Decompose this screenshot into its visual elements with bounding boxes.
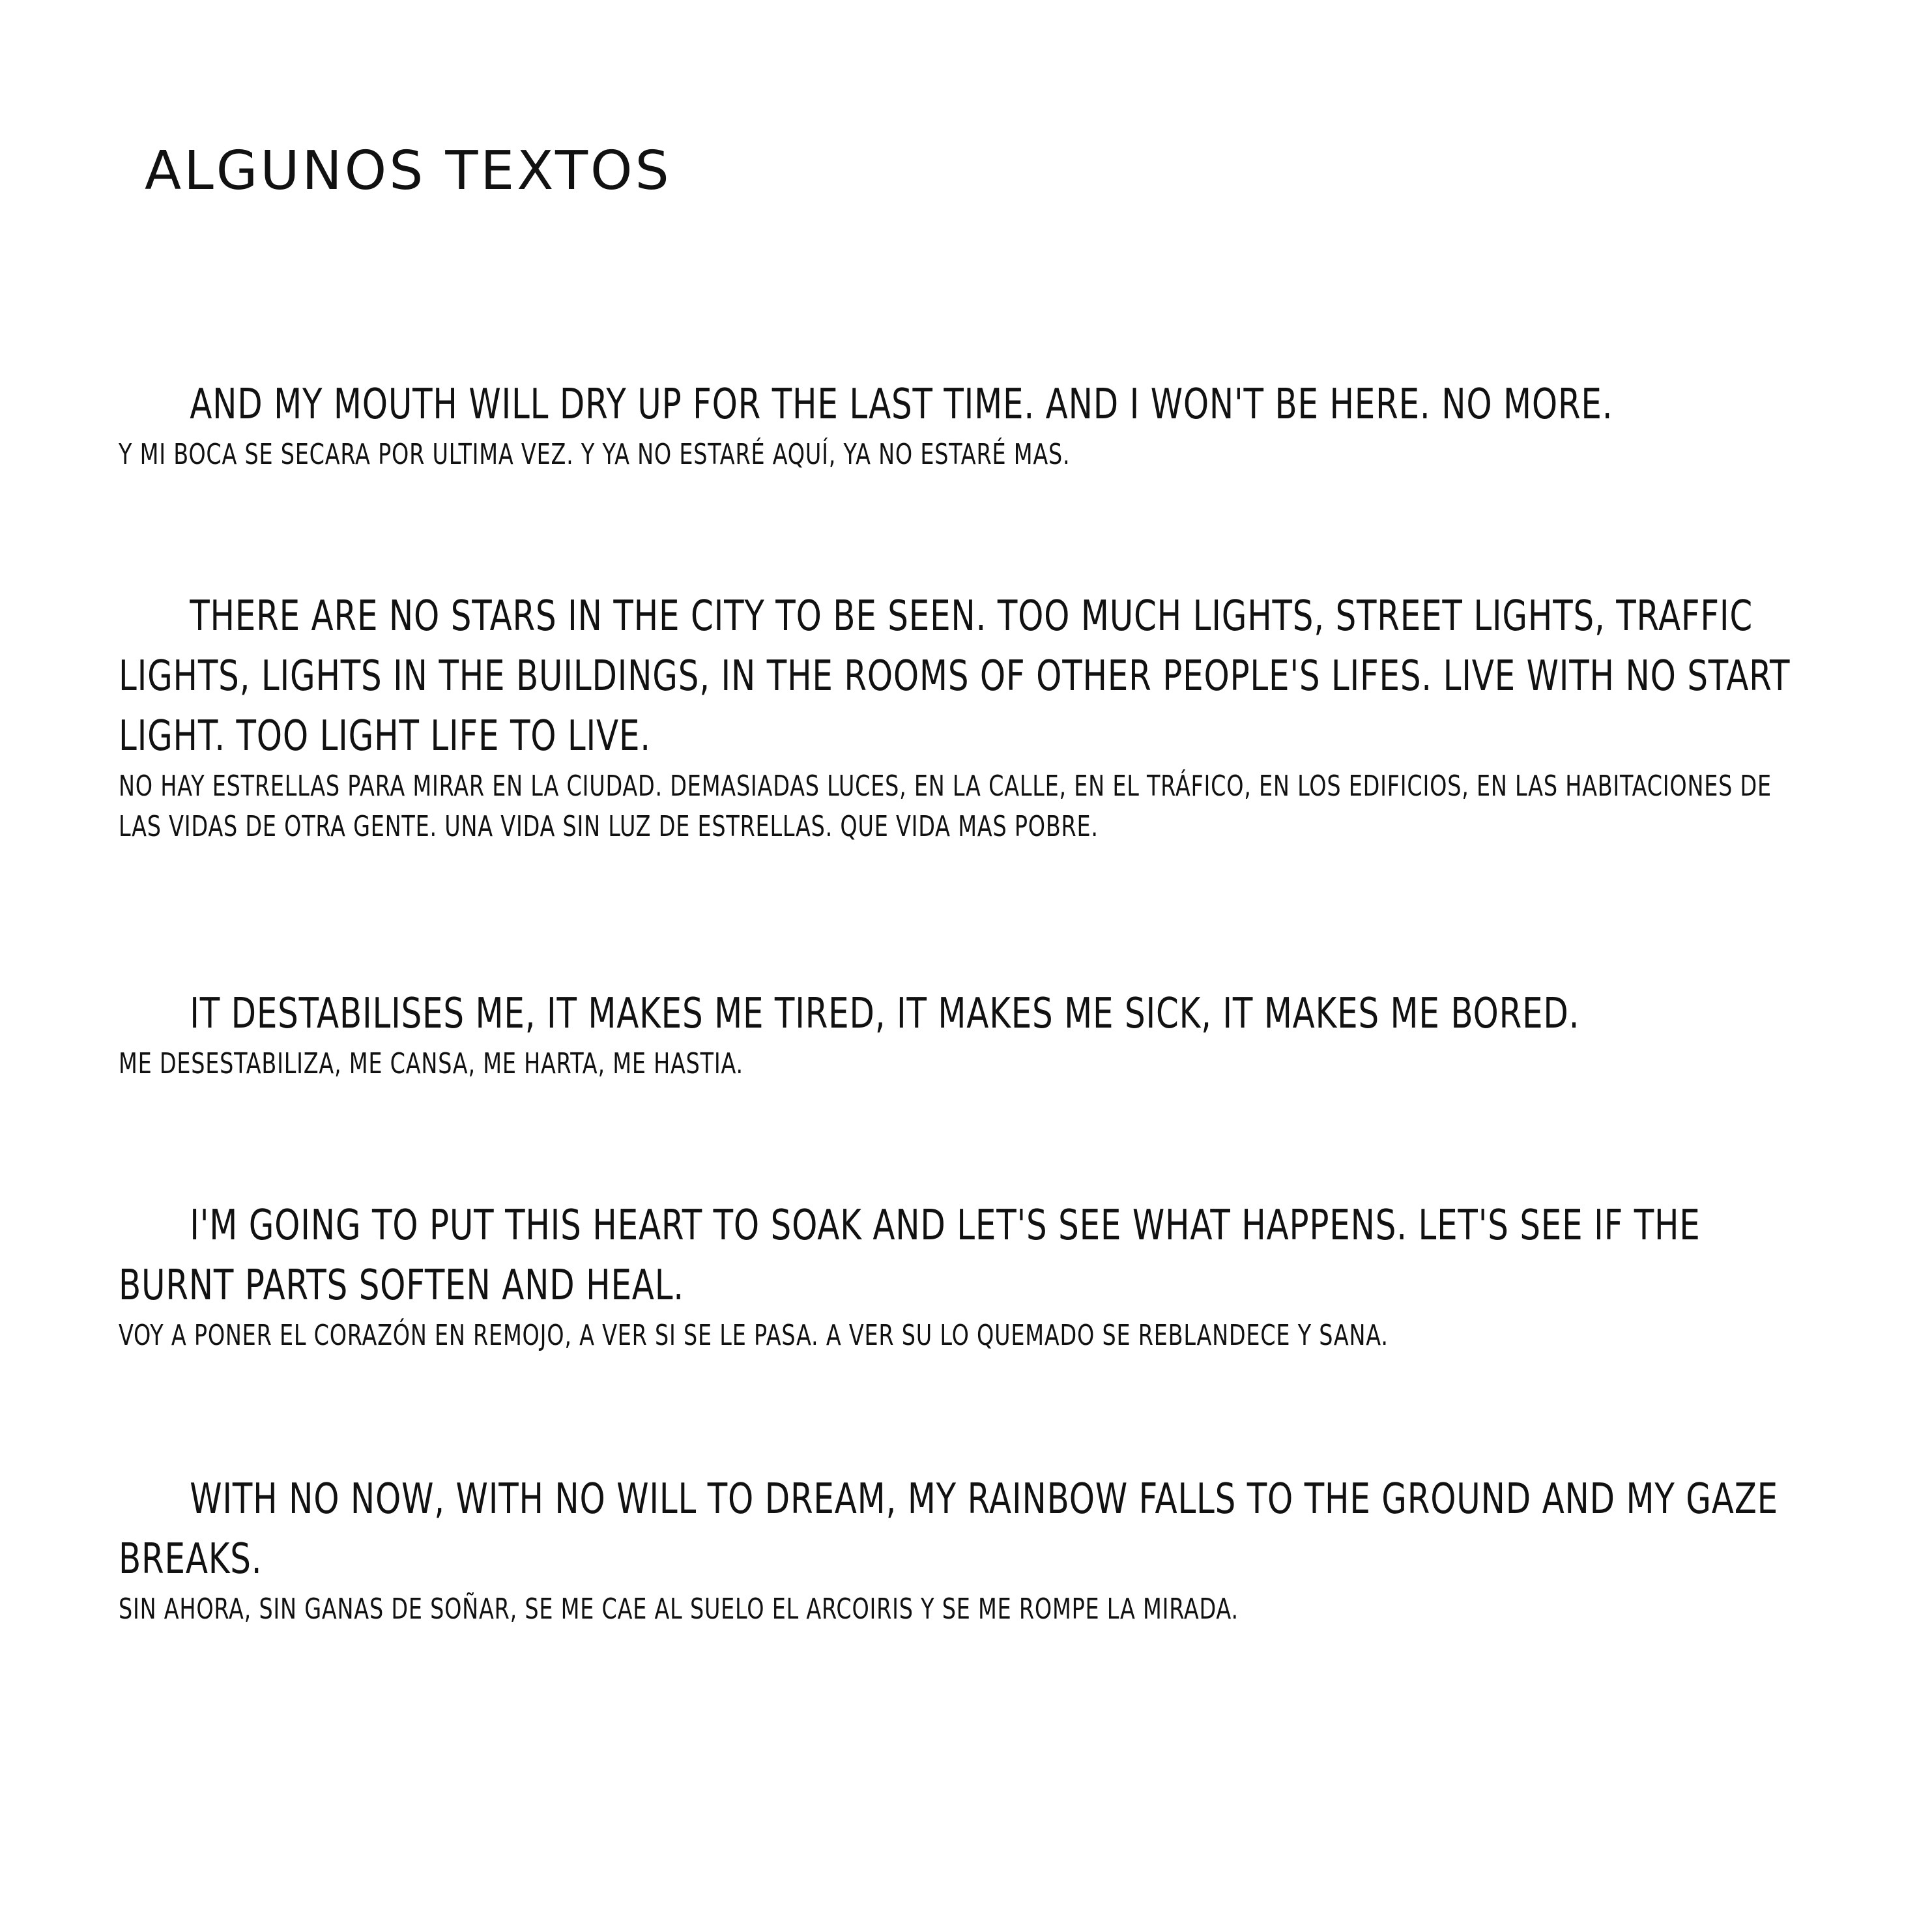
spanish-text: NO HAY ESTRELLAS PARA MIRAR EN LA CIUDAD. DEMASIADAS LUCES, EN LA CALLE, EN EL TRÁFICO, EN LOS EDIFICIOS, EN LAS HABITACIONES DE LAS VIDAS DE OTRA GENTE. UNA VIDA SIN LUZ DE ESTRELLAS. QUE VIDA MAS POBRE. [119, 770, 1772, 843]
spanish-text: Y MI BOCA SE SECARA POR ULTIMA VEZ. Y YA NO ESTARÉ AQUÍ, YA NO ESTARÉ MAS. [119, 438, 1071, 471]
english-text: THERE ARE NO STARS IN THE CITY TO BE SEEN. TOO MUCH LIGHTS, STREET LIGHTS, TRAFFIC LIGHTS, LIGHTS IN THE BUILDINGS, IN THE ROOMS OF OTHER PEOPLE'S LIFES. LIVE WITH NO START LIGHT. TOO LIGHT LIFE TO LIVE. [119, 592, 1791, 760]
english-text: AND MY MOUTH WILL DRY UP FOR THE LAST TIME. AND I WON'T BE HERE. NO MORE. [190, 381, 1613, 429]
english-text: IT DESTABILISES ME, IT MAKES ME TIRED, IT MAKES ME SICK, IT MAKES ME BORED. [190, 990, 1580, 1038]
spanish-text: VOY A PONER EL CORAZÓN EN REMOJO, A VER SI SE LE PASA. A VER SU LO QUEMADO SE REBLANDECE Y SANA. [119, 1319, 1389, 1352]
page-title: ALGUNOS TEXTOS [145, 140, 672, 202]
spanish-text: SIN AHORA, SIN GANAS DE SOÑAR, SE ME CAE AL SUELO EL ARCOIRIS Y SE ME ROMPE LA MIRADA. [119, 1593, 1239, 1626]
text-entry [119, 1469, 1813, 1630]
text-entry [119, 375, 1813, 475]
text-entry [119, 984, 1813, 1084]
text-entry [119, 586, 1813, 847]
english-text: I'M GOING TO PUT THIS HEART TO SOAK AND LET'S SEE WHAT HAPPENS. LET'S SEE IF THE BURNT PARTS SOFTEN AND HEAL. [119, 1202, 1701, 1310]
text-entry [119, 1196, 1813, 1356]
english-text: WITH NO NOW, WITH NO WILL TO DREAM, MY RAINBOW FALLS TO THE GROUND AND MY GAZE BREAKS. [119, 1475, 1778, 1583]
spanish-text: ME DESESTABILIZA, ME CANSA, ME HARTA, ME HASTIA. [119, 1047, 743, 1080]
